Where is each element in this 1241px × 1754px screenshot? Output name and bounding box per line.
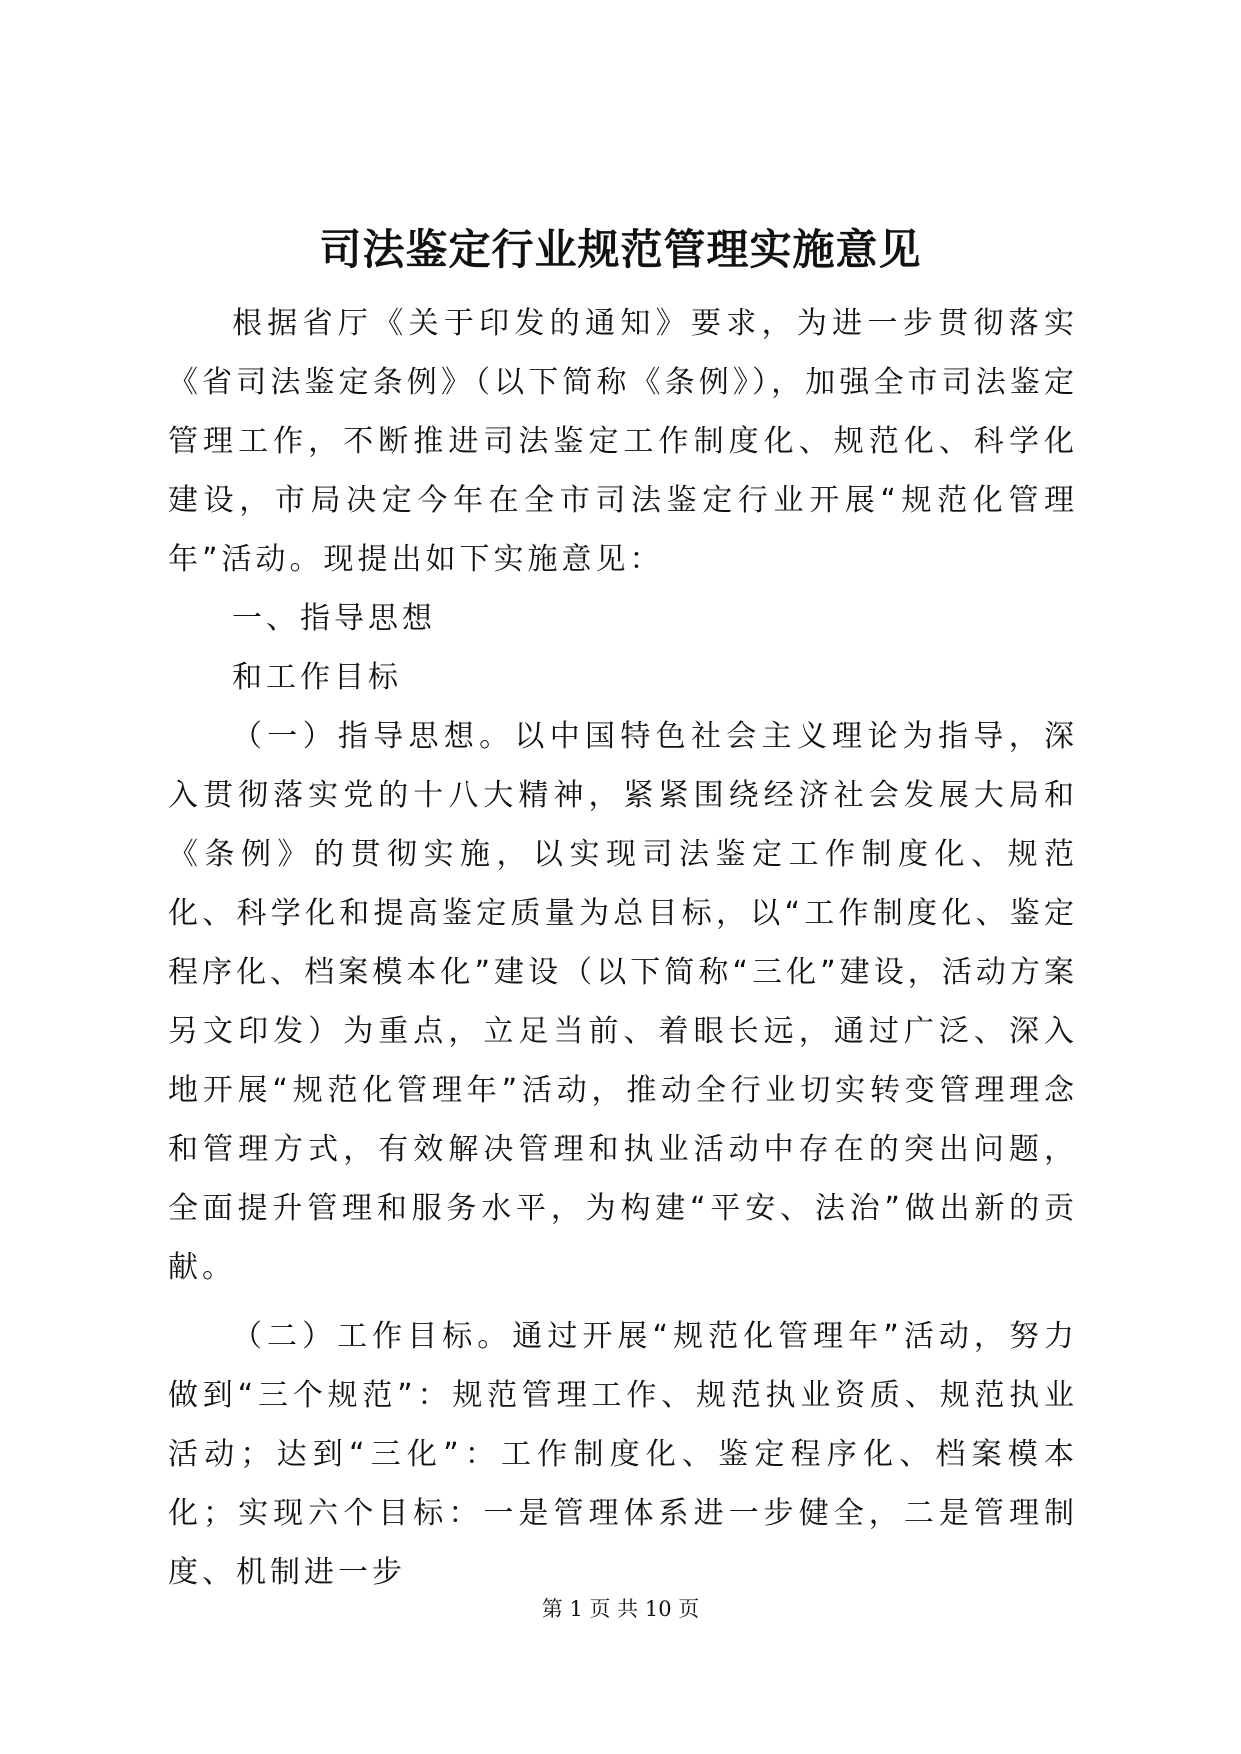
document-title: 司法鉴定行业规范管理实施意见	[319, 225, 922, 274]
guiding-ideology-paragraph: （一）指导思想。以中国特色社会主义理论为指导，深入贯彻落实党的十八大精神，紧紧围绕经济社会发展大局和《条例》的贯彻实施，以实现司法鉴定工作制度化、规范化、科学化和提高鉴定质量为总目标，以“工作制度化、鉴定程序化、档案模本化”建设（以下简称“三化”建设，活动方案另文印发）为重点，立足当前、着眼长远，通过广泛、深入地开展“规范化管理年”活动，推动全行业切实转变管理理念和管理方式，有效解决管理和执业活动中存在的突出问题，全面提升管理和服务水平，为构建“平安、法治”做出新的贡献。	[168, 719, 1078, 1285]
section-heading-work-goals: 和工作目标	[232, 660, 402, 695]
section-heading-guiding-ideology: 一、指导思想	[232, 601, 436, 636]
intro-paragraph: 根据省厅《关于印发的通知》要求，为进一步贯彻落实《省司法鉴定条例》（以下简称《条例》），加强全市司法鉴定管理工作，不断推进司法鉴定工作制度化、规范化、科学化建设，市局决定今年在全市司法鉴定行业开展“规范化管理年”活动。现提出如下实施意见：	[168, 306, 1078, 577]
document-body	[168, 294, 1078, 1602]
work-goals-paragraph: （二）工作目标。通过开展“规范化管理年”活动，努力做到“三个规范”：规范管理工作、规范执业资质、规范执业活动；达到“三化”：工作制度化、鉴定程序化、档案模本化；实现六个目标：一是管理体系进一步健全，二是管理制度、机制进一步	[168, 1319, 1078, 1590]
page-number-footer: 第 1 页 共 10 页	[541, 1597, 700, 1621]
